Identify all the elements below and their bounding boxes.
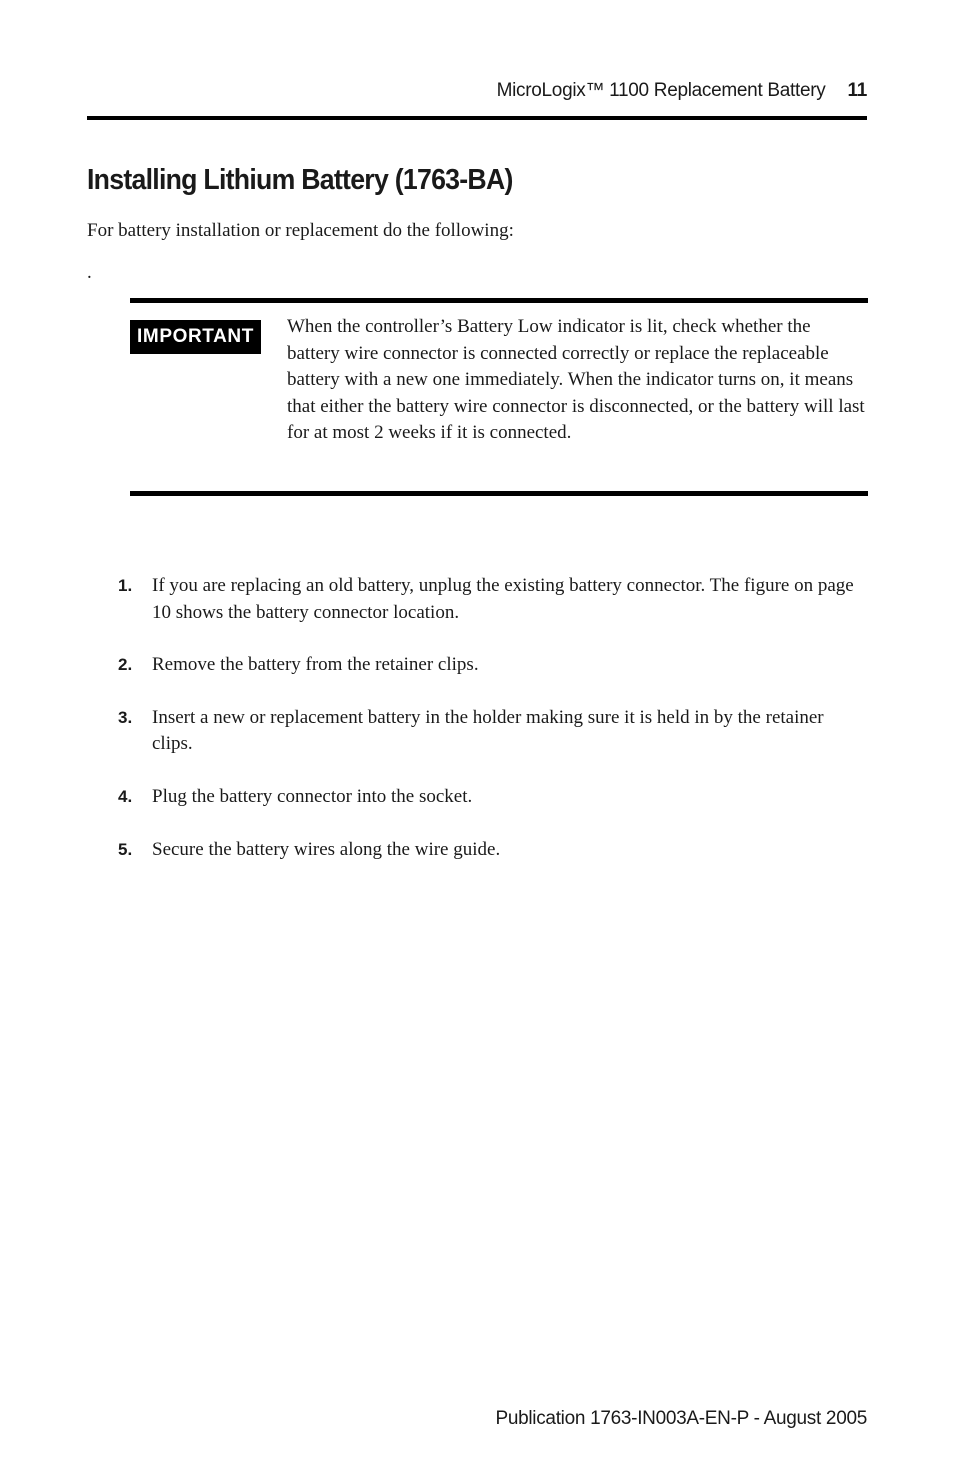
- important-label: IMPORTANT: [130, 320, 261, 354]
- step-number: 4.: [118, 786, 133, 806]
- header-rule: [87, 116, 867, 120]
- step-item: [118, 652, 868, 679]
- stray-period: .: [87, 262, 92, 283]
- step-item: [118, 705, 868, 758]
- intro-paragraph: For battery installation or replacement do the following:: [87, 220, 514, 241]
- important-bottom-rule: [130, 491, 868, 496]
- step-number: 1.: [118, 576, 133, 595]
- step-item: [118, 837, 868, 864]
- step-item: [118, 573, 868, 626]
- publication-footer: Publication 1763-IN003A-EN-P - August 2005: [495, 1408, 867, 1429]
- step-number: 5.: [118, 839, 133, 859]
- step-text: Secure the battery wires along the wire guide.: [152, 838, 501, 860]
- step-text: Remove the battery from the retainer clips.: [152, 654, 479, 676]
- page-number: 11: [847, 80, 867, 101]
- step-number: 3.: [118, 707, 133, 727]
- step-text: If you are replacing an old battery, unplug the existing battery connector. The figure on page 10 shows the battery connector location.: [152, 575, 854, 623]
- important-text: When the controller’s Battery Low indicator is lit, check whether the battery wire connector is connected correctly or replace the replaceable battery with a new one immediately. When the indicator turns on, it means that either the battery wire connector is disconnected, or the battery will last for at most 2 weeks if it is connected.: [287, 316, 865, 444]
- section-title: Installing Lithium Battery (1763-BA): [87, 164, 513, 196]
- step-text: Insert a new or replacement battery in the holder making sure it is held in by the retainer clips.: [152, 706, 824, 755]
- step-text: Plug the battery connector into the socket.: [152, 785, 473, 807]
- step-number: 2.: [118, 655, 133, 675]
- running-title: MicroLogix™ 1100 Replacement Battery: [496, 80, 826, 101]
- important-top-rule: [130, 298, 868, 303]
- step-list: [118, 573, 868, 889]
- running-header: [87, 80, 867, 110]
- step-item: [118, 784, 868, 811]
